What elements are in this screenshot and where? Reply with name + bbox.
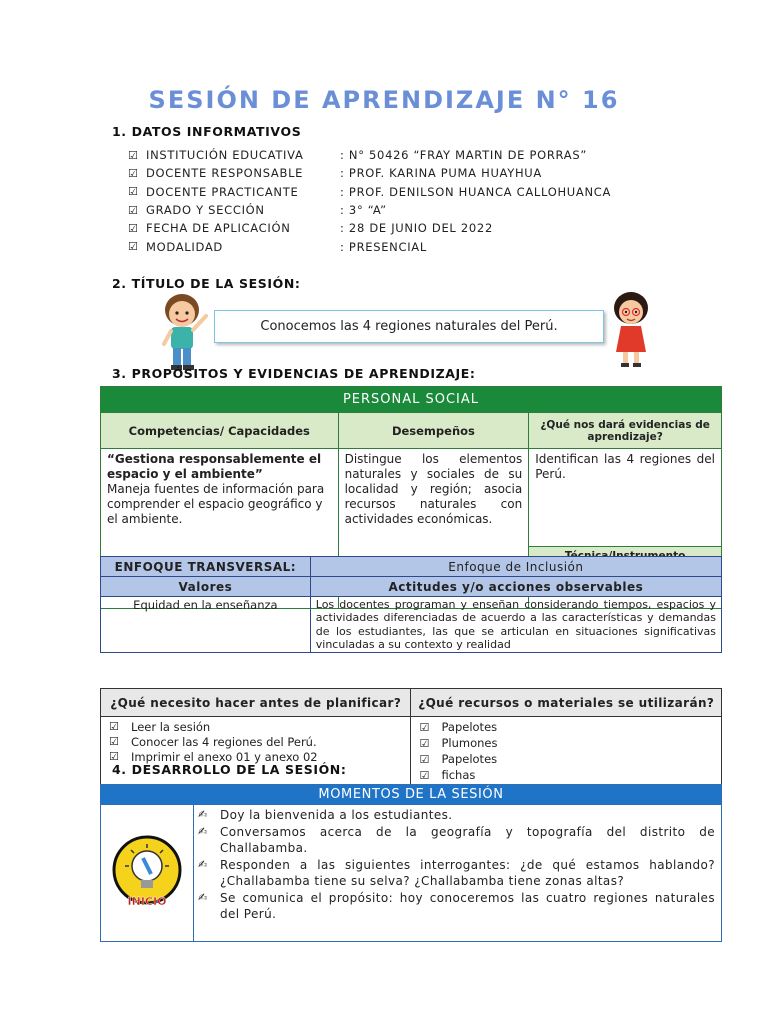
writing-hand-icon: ✍ [198, 808, 208, 821]
list-item [198, 824, 715, 857]
checkbox-icon: ☑ [419, 736, 430, 750]
datos-key: INSTITUCIÓN EDUCATIVA [146, 148, 304, 163]
checkbox-icon: ☑ [128, 148, 139, 162]
datos-value: : 3° “A” [340, 203, 387, 218]
list-item [107, 719, 404, 734]
valores-header: Valores [101, 577, 311, 597]
boy-illustration [156, 290, 214, 372]
enfoque-value: Enfoque de Inclusión [310, 557, 721, 577]
list-item-text: Se comunica el propósito: hoy conoceremos las cuatro regiones naturales del Perú. [220, 890, 715, 921]
evidencia-cell: Identifican las 4 regiones del Perú. [529, 449, 722, 547]
list-item [198, 890, 715, 923]
list-item-text: Conversamos acerca de la geografía y topografía del distrito de Challabamba. [220, 824, 715, 855]
inicio-lightbulb-icon [109, 828, 185, 918]
checkbox-icon: ☑ [419, 752, 430, 766]
section-propositos-heading: 3. PROPÓSITOS Y EVIDENCIAS DE APRENDIZAJE: [112, 366, 476, 381]
valor-cell: Equidad en la enseñanza [101, 597, 311, 653]
checkbox-icon: ☑ [109, 735, 119, 748]
actitud-cell: Los docentes programan y enseñan considerando tiempos, espacios y actividades diferenciadas de acuerdo a las características y demandas de los estudiantes, las que se articulan en situaciones significativas vinculadas a su contexto y realidad [310, 597, 721, 653]
datos-row [128, 237, 611, 255]
checkbox-icon: ☑ [128, 203, 139, 217]
datos-value: : PROF. DENILSON HUANCA CALLOHUANCA [340, 184, 612, 199]
list-item-text: Papelotes [441, 752, 498, 766]
momentos-list-cell [194, 805, 722, 942]
checkbox-icon: ☑ [109, 720, 119, 733]
list-item [198, 807, 715, 824]
list-item [107, 734, 404, 749]
datos-value: : PROF. KARINA PUMA HUAYHUA [340, 166, 542, 181]
desempeno-cell: Distingue los elementos naturales y sociales de su localidad y región; asocia recursos naturales con actividades económicas. [338, 449, 529, 609]
personal-social-header: PERSONAL SOCIAL [101, 387, 722, 413]
actitudes-header: Actitudes y/o acciones observables [310, 577, 721, 597]
competencia-title: “Gestiona responsablemente el espacio y el ambiente” [107, 452, 322, 481]
capacidad-text: Maneja fuentes de información para comprender el espacio geográfico y el ambiente. [107, 482, 325, 526]
page-title: SESIÓN DE APRENDIZAJE N° 16 [148, 86, 620, 114]
checkbox-icon: ☑ [419, 720, 430, 734]
girl-illustration [608, 290, 654, 370]
datos-key: MODALIDAD [146, 239, 223, 254]
section-datos-heading: 1. DATOS INFORMATIVOS [112, 124, 302, 139]
section-titulo-heading: 2. TÍTULO DE LA SESIÓN: [112, 276, 301, 291]
list-item-text: Imprimir el anexo 01 y anexo 02 [131, 749, 318, 764]
writing-hand-icon: ✍ [198, 824, 208, 838]
datos-row [128, 201, 611, 219]
datos-informativos-list [128, 146, 611, 256]
list-item [417, 751, 715, 767]
list-item-text: Doy la bienvenida a los estudiantes. [220, 808, 453, 822]
inicio-cell [101, 805, 194, 942]
datos-value: : 28 DE JUNIO DEL 2022 [340, 221, 493, 236]
list-item-text: Papelotes [441, 720, 498, 734]
datos-row [128, 146, 611, 164]
checkbox-icon: ☑ [128, 221, 139, 235]
checkbox-icon: ☑ [109, 750, 119, 763]
datos-row [128, 164, 611, 182]
planificar-header: ¿Qué necesito hacer antes de planificar? [101, 689, 411, 717]
list-item [417, 719, 715, 735]
recursos-list-cell [411, 717, 722, 786]
writing-hand-icon: ✍ [198, 857, 208, 871]
col-desempenos: Desempeños [338, 413, 529, 449]
checkbox-icon: ☑ [128, 185, 139, 199]
list-item-text: Plumones [441, 736, 498, 750]
list-item-text: fichas [441, 768, 476, 782]
writing-hand-icon: ✍ [198, 890, 208, 904]
datos-key: GRADO Y SECCIÓN [146, 203, 265, 218]
inicio-label: INICIO [127, 895, 167, 908]
momentos-header: MOMENTOS DE LA SESIÓN [101, 785, 722, 805]
list-item-text: Conocer las 4 regiones del Perú. [131, 734, 317, 749]
list-item-text: Leer la sesión [131, 719, 211, 734]
list-item [198, 857, 715, 890]
enfoque-table [100, 556, 722, 653]
list-item [417, 735, 715, 751]
enfoque-label: ENFOQUE TRANSVERSAL: [101, 557, 311, 577]
session-title-box: Conocemos las 4 regiones naturales del Perú. [214, 310, 604, 343]
momentos-table [100, 784, 722, 942]
checkbox-icon: ☑ [128, 240, 139, 254]
col-competencias: Competencias/ Capacidades [101, 413, 339, 449]
datos-row [128, 183, 611, 201]
col-evidencias: ¿Qué nos dará evidencias de aprendizaje? [529, 413, 722, 449]
datos-key: DOCENTE PRACTICANTE [146, 184, 299, 199]
datos-key: DOCENTE RESPONSABLE [146, 166, 304, 181]
datos-value: : PRESENCIAL [340, 239, 427, 254]
checkbox-icon: ☑ [419, 768, 430, 782]
checkbox-icon: ☑ [128, 166, 139, 180]
datos-value: : N° 50426 “FRAY MARTIN DE PORRAS” [340, 148, 587, 163]
recursos-header: ¿Qué recursos o materiales se utilizarán? [411, 689, 722, 717]
list-item-text: Responden a las siguientes interrogantes: ¿de qué estamos hablando? ¿Challabamba tiene su selva? ¿Challabamba tiene zonas altas? [220, 857, 715, 888]
datos-row [128, 219, 611, 237]
list-item [417, 767, 715, 783]
datos-key: FECHA DE APLICACIÓN [146, 221, 291, 236]
section-desarrollo-heading: 4. DESARROLLO DE LA SESIÓN: [112, 762, 347, 777]
